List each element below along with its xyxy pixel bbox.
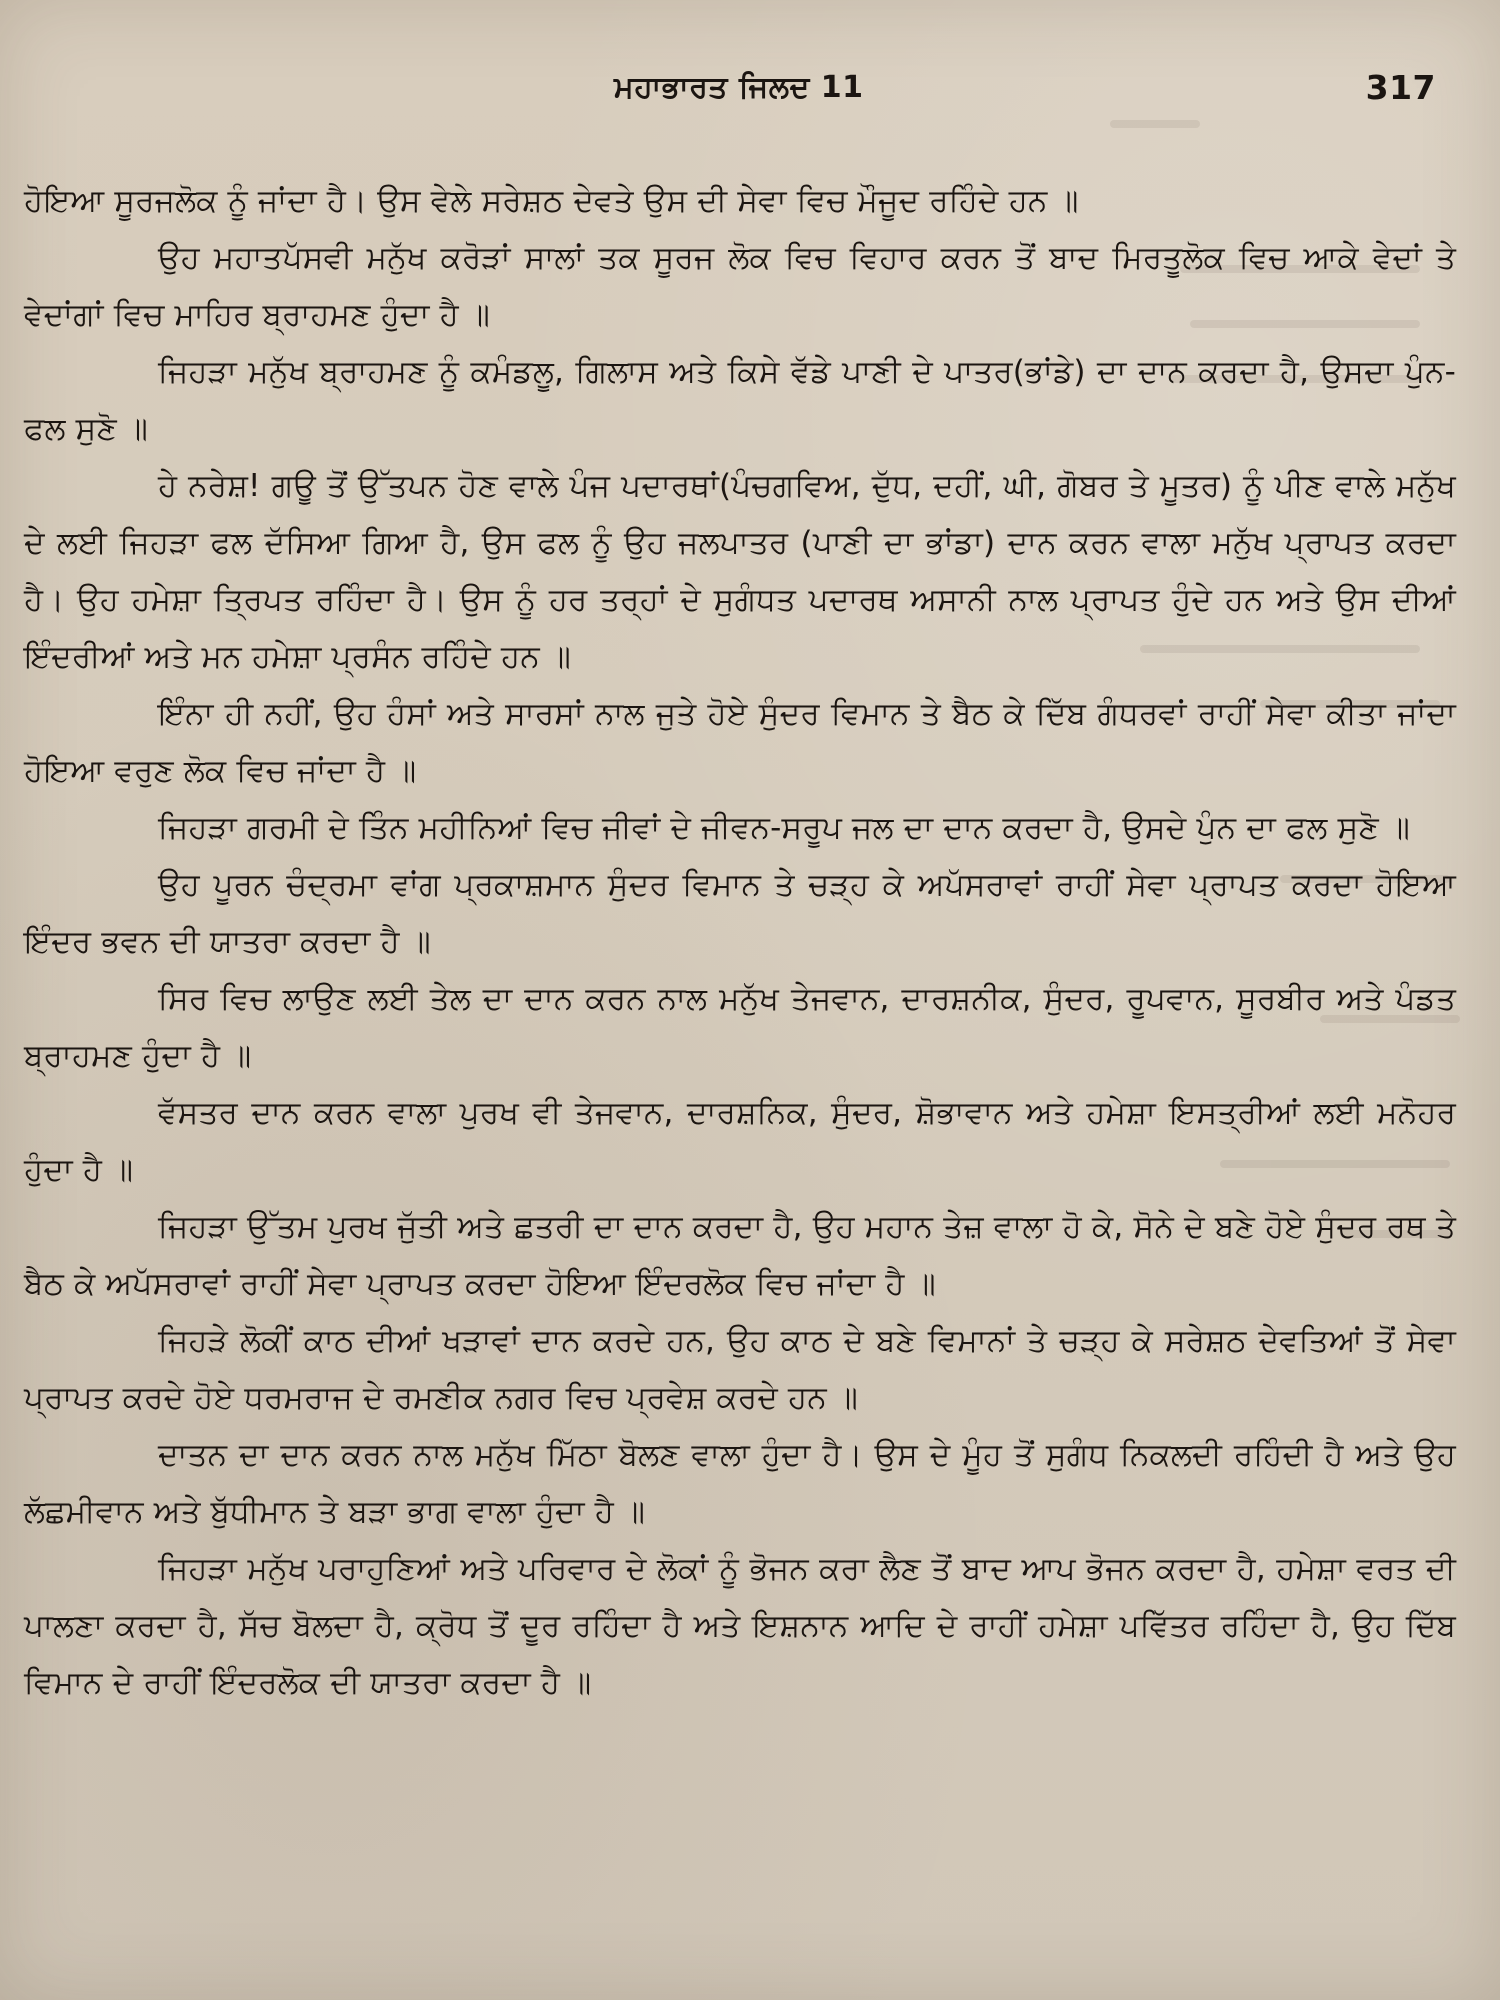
body-text: [24, 173, 1456, 1712]
paragraph: ਉਹ ਪੂਰਨ ਚੰਦ੍ਰਮਾ ਵਾਂਗ ਪ੍ਰਕਾਸ਼ਮਾਨ ਸੁੰਦਰ ਵਿਮਾਨ ਤੇ ਚੜ੍ਹ ਕੇ ਅਪੱਸਰਾਵਾਂ ਰਾਹੀਂ ਸੇਵਾ ਪ੍ਰਾਪਤ ਕਰਦਾ ਹੋਇਆ ਇੰਦਰ ਭਵਨ ਦੀ ਯਾਤਰਾ ਕਰਦਾ ਹੈ ॥: [24, 867, 1456, 960]
page-header: [0, 68, 1500, 116]
paragraph: ਹੇ ਨਰੇਸ਼! ਗਊ ਤੋਂ ਉੱਤਪਨ ਹੋਣ ਵਾਲੇ ਪੰਜ ਪਦਾਰਥਾਂ(ਪੰਚਗਵਿਅ, ਦੁੱਧ, ਦਹੀਂ, ਘੀ, ਗੋਬਰ ਤੇ ਮੂਤਰ) ਨੂੰ ਪੀਣ ਵਾਲੇ ਮਨੁੱਖ ਦੇ ਲਈ ਜਿਹੜਾ ਫਲ ਦੱਸਿਆ ਗਿਆ ਹੈ, ਉਸ ਫਲ ਨੂੰ ਉਹ ਜਲਪਾਤਰ (ਪਾਣੀ ਦਾ ਭਾਂਡਾ) ਦਾਨ ਕਰਨ ਵਾਲਾ ਮਨੁੱਖ ਪ੍ਰਾਪਤ ਕਰਦਾ ਹੈ। ਉਹ ਹਮੇਸ਼ਾ ਤ੍ਰਿਪਤ ਰਹਿੰਦਾ ਹੈ। ਉਸ ਨੂੰ ਹਰ ਤਰ੍ਹਾਂ ਦੇ ਸੁਗੰਧਤ ਪਦਾਰਥ ਅਸਾਨੀ ਨਾਲ ਪ੍ਰਾਪਤ ਹੁੰਦੇ ਹਨ ਅਤੇ ਉਸ ਦੀਆਂ ਇੰਦਰੀਆਂ ਅਤੇ ਮਨ ਹਮੇਸ਼ਾ ਪ੍ਰਸੰਨ ਰਹਿੰਦੇ ਹਨ ॥: [24, 468, 1456, 675]
paragraph: ਜਿਹੜਾ ਮਨੁੱਖ ਬ੍ਰਾਹਮਣ ਨੂੰ ਕਮੰਡਲੂ, ਗਿਲਾਸ ਅਤੇ ਕਿਸੇ ਵੱਡੇ ਪਾਣੀ ਦੇ ਪਾਤਰ(ਭਾਂਡੇ) ਦਾ ਦਾਨ ਕਰਦਾ ਹੈ, ਉਸਦਾ ਪੁੰਨ-ਫਲ ਸੁਣੋ ॥: [24, 354, 1456, 447]
paragraph: ਜਿਹੜਾ ਉੱਤਮ ਪੁਰਖ ਜੁੱਤੀ ਅਤੇ ਛਤਰੀ ਦਾ ਦਾਨ ਕਰਦਾ ਹੈ, ਉਹ ਮਹਾਨ ਤੇਜ਼ ਵਾਲਾ ਹੋ ਕੇ, ਸੋਨੇ ਦੇ ਬਣੇ ਹੋਏ ਸੁੰਦਰ ਰਥ ਤੇ ਬੈਠ ਕੇ ਅਪੱਸਰਾਵਾਂ ਰਾਹੀਂ ਸੇਵਾ ਪ੍ਰਾਪਤ ਕਰਦਾ ਹੋਇਆ ਇੰਦਰਲੋਕ ਵਿਚ ਜਾਂਦਾ ਹੈ ॥: [24, 1209, 1456, 1302]
paragraph: ਜਿਹੜਾ ਮਨੁੱਖ ਪਰਾਹੁਣਿਆਂ ਅਤੇ ਪਰਿਵਾਰ ਦੇ ਲੋਕਾਂ ਨੂੰ ਭੋਜਨ ਕਰਾ ਲੈਣ ਤੋਂ ਬਾਦ ਆਪ ਭੋਜਨ ਕਰਦਾ ਹੈ, ਹਮੇਸ਼ਾ ਵਰਤ ਦੀ ਪਾਲਣਾ ਕਰਦਾ ਹੈ, ਸੱਚ ਬੋਲਦਾ ਹੈ, ਕ੍ਰੋਧ ਤੋਂ ਦੂਰ ਰਹਿੰਦਾ ਹੈ ਅਤੇ ਇਸ਼ਨਾਨ ਆਦਿ ਦੇ ਰਾਹੀਂ ਹਮੇਸ਼ਾ ਪਵਿੱਤਰ ਰਹਿੰਦਾ ਹੈ, ਉਹ ਦਿੱਬ ਵਿਮਾਨ ਦੇ ਰਾਹੀਂ ਇੰਦਰਲੋਕ ਦੀ ਯਾਤਰਾ ਕਰਦਾ ਹੈ ॥: [24, 1551, 1456, 1701]
paragraph: ਇੰਨਾ ਹੀ ਨਹੀਂ, ਉਹ ਹੰਸਾਂ ਅਤੇ ਸਾਰਸਾਂ ਨਾਲ ਜੁਤੇ ਹੋਏ ਸੁੰਦਰ ਵਿਮਾਨ ਤੇ ਬੈਠ ਕੇ ਦਿੱਬ ਗੰਧਰਵਾਂ ਰਾਹੀਂ ਸੇਵਾ ਕੀਤਾ ਜਾਂਦਾ ਹੋਇਆ ਵਰੁਣ ਲੋਕ ਵਿਚ ਜਾਂਦਾ ਹੈ ॥: [24, 696, 1456, 789]
paragraph: ਵੱਸਤਰ ਦਾਨ ਕਰਨ ਵਾਲਾ ਪੁਰਖ ਵੀ ਤੇਜਵਾਨ, ਦਾਰਸ਼ਨਿਕ, ਸੁੰਦਰ, ਸ਼ੋਭਾਵਾਨ ਅਤੇ ਹਮੇਸ਼ਾ ਇਸਤ੍ਰੀਆਂ ਲਈ ਮਨੋਹਰ ਹੁੰਦਾ ਹੈ ॥: [24, 1095, 1456, 1188]
paragraph: ਜਿਹੜਾ ਗਰਮੀ ਦੇ ਤਿੰਨ ਮਹੀਨਿਆਂ ਵਿਚ ਜੀਵਾਂ ਦੇ ਜੀਵਨ-ਸਰੂਪ ਜਲ ਦਾ ਦਾਨ ਕਰਦਾ ਹੈ, ਉਸਦੇ ਪੁੰਨ ਦਾ ਫਲ ਸੁਣੋ ॥: [158, 810, 1410, 846]
paragraph: ਦਾਤਨ ਦਾ ਦਾਨ ਕਰਨ ਨਾਲ ਮਨੁੱਖ ਮਿੱਠਾ ਬੋਲਣ ਵਾਲਾ ਹੁੰਦਾ ਹੈ। ਉਸ ਦੇ ਮੂੰਹ ਤੋਂ ਸੁਗੰਧ ਨਿਕਲਦੀ ਰਹਿੰਦੀ ਹੈ ਅਤੇ ਉਹ ਲੱਛਮੀਵਾਨ ਅਤੇ ਬੁੱਧੀਮਾਨ ਤੇ ਬੜਾ ਭਾਗ ਵਾਲਾ ਹੁੰਦਾ ਹੈ ॥: [24, 1437, 1456, 1530]
paragraph: ਜਿਹੜੇ ਲੋਕੀਂ ਕਾਠ ਦੀਆਂ ਖੜਾਵਾਂ ਦਾਨ ਕਰਦੇ ਹਨ, ਉਹ ਕਾਠ ਦੇ ਬਣੇ ਵਿਮਾਨਾਂ ਤੇ ਚੜ੍ਹ ਕੇ ਸਰੇਸ਼ਠ ਦੇਵਤਿਆਂ ਤੋਂ ਸੇਵਾ ਪ੍ਰਾਪਤ ਕਰਦੇ ਹੋਏ ਧਰਮਰਾਜ ਦੇ ਰਮਣੀਕ ਨਗਰ ਵਿਚ ਪ੍ਰਵੇਸ਼ ਕਰਦੇ ਹਨ ॥: [24, 1323, 1456, 1416]
paragraph: ਉਹ ਮਹਾਤਪੱਸਵੀ ਮਨੁੱਖ ਕਰੋੜਾਂ ਸਾਲਾਂ ਤਕ ਸੂਰਜ ਲੋਕ ਵਿਚ ਵਿਹਾਰ ਕਰਨ ਤੋਂ ਬਾਦ ਮਿਰਤੂਲੋਕ ਵਿਚ ਆਕੇ ਵੇਦਾਂ ਤੇ ਵੇਦਾਂਗਾਂ ਵਿਚ ਮਾਹਿਰ ਬ੍ਰਾਹਮਣ ਹੁੰਦਾ ਹੈ ॥: [24, 240, 1456, 333]
running-title: ਮਹਾਭਾਰਤ ਜਿਲਦ 11: [614, 70, 864, 105]
page-number: 317: [1365, 68, 1436, 107]
paragraph: ਹੋਇਆ ਸੂਰਜਲੋਕ ਨੂੰ ਜਾਂਦਾ ਹੈ। ਉਸ ਵੇਲੇ ਸਰੇਸ਼ਠ ਦੇਵਤੇ ਉਸ ਦੀ ਸੇਵਾ ਵਿਚ ਮੌਜੂਦ ਰਹਿੰਦੇ ਹਨ ॥: [24, 183, 1079, 219]
paragraph: ਸਿਰ ਵਿਚ ਲਾਉਣ ਲਈ ਤੇਲ ਦਾ ਦਾਨ ਕਰਨ ਨਾਲ ਮਨੁੱਖ ਤੇਜਵਾਨ, ਦਾਰਸ਼ਨੀਕ, ਸੁੰਦਰ, ਰੂਪਵਾਨ, ਸੂਰਬੀਰ ਅਤੇ ਪੰਡਤ ਬ੍ਰਾਹਮਣ ਹੁੰਦਾ ਹੈ ॥: [24, 981, 1456, 1074]
